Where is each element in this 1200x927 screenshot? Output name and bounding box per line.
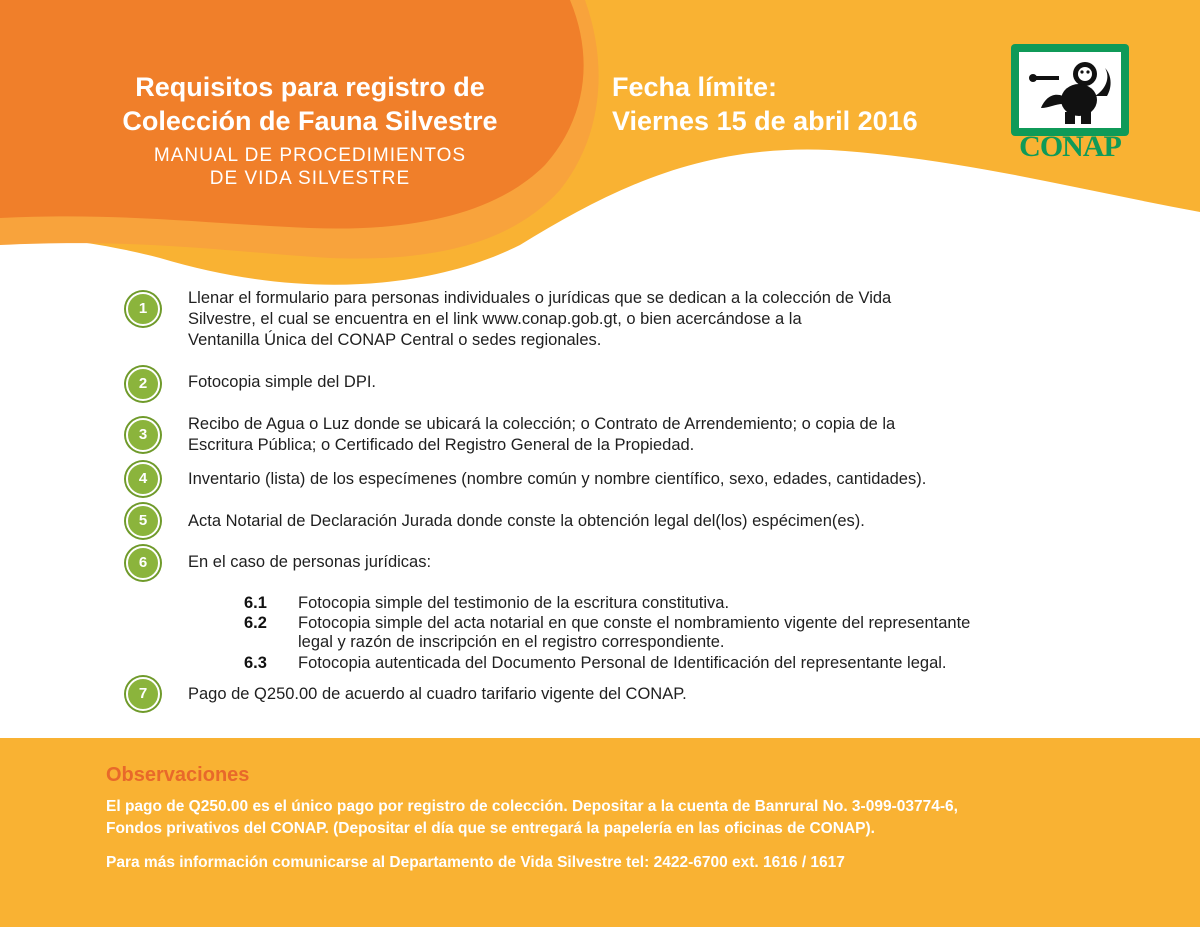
badge-1: 1: [126, 292, 160, 326]
requirement-4-line-1: Inventario (lista) de los especímenes (nombre común y nombre científico, sexo, edades, cantidades).: [188, 470, 927, 488]
logo-text: CONAP: [1019, 130, 1121, 163]
subrequirement-6-2-number: 6.2: [244, 614, 267, 632]
badge-7: 7: [126, 677, 160, 711]
subtitle-line-2: DE VIDA SILVESTRE: [209, 168, 411, 189]
requirement-6-line-1: En el caso de personas jurídicas:: [188, 553, 432, 571]
deadline-label: Fecha límite:: [612, 72, 778, 102]
subrequirement-6-2-line-1: Fotocopia simple del acta notarial en que conste el nombramiento vigente del representante: [298, 614, 971, 632]
subtitle-line-1: MANUAL DE PROCEDIMIENTOS: [153, 145, 467, 166]
badge-3: 3: [126, 418, 160, 452]
requirement-5-line-1: Acta Notarial de Declaración Jurada donde conste la obtención legal del(los) espécimen(es).: [188, 512, 865, 530]
subrequirement-6-2-line-2: legal y razón de inscripción en el registro correspondiente.: [298, 633, 725, 651]
requirement-7: [188, 684, 687, 705]
badge-6: 6: [126, 546, 160, 580]
requirement-7-line-1: Pago de Q250.00 de acuerdo al cuadro tarifario vigente del CONAP.: [188, 685, 687, 703]
title-line-2: Colección de Fauna Silvestre: [122, 106, 498, 136]
requirement-3: [188, 414, 895, 456]
requirement-4: [188, 469, 926, 490]
deadline-block: [612, 70, 918, 138]
subrequirement-6-3-text: Fotocopia autenticada del Documento Personal de Identificación del representante legal.: [298, 654, 947, 672]
logo-inner: [1019, 52, 1121, 128]
deadline-date: Viernes 15 de abril 2016: [612, 106, 918, 136]
requirement-2-line-1: Fotocopia simple del DPI.: [188, 373, 377, 391]
requirement-1-line-1: Llenar el formulario para personas individuales o jurídicas que se dedican a la colección de Vida: [188, 289, 892, 307]
requirement-1-line-3: Ventanilla Única del CONAP Central o sedes regionales.: [188, 331, 602, 349]
requirement-3-line-2: Escritura Pública; o Certificado del Registro General de la Propiedad.: [188, 436, 695, 454]
title-block: [80, 70, 540, 190]
badge-2: 2: [126, 367, 160, 401]
observations-line-1: El pago de Q250.00 es el único pago por registro de colección. Depositar a la cuenta de Banrural No. 3-099-03774-6,: [106, 798, 958, 815]
observations-title: Observaciones: [106, 764, 250, 786]
observations-line-2: Fondos privativos del CONAP. (Depositar el día que se entregará la papelería en las oficinas de CONAP).: [106, 820, 875, 837]
logo-frame: [1011, 44, 1129, 136]
conap-logo: [1011, 44, 1129, 163]
requirement-1: [188, 288, 891, 351]
badge-4: 4: [126, 462, 160, 496]
badge-5: 5: [126, 504, 160, 538]
observations-text: [106, 796, 1166, 840]
requirement-2: [188, 372, 376, 393]
subrequirement-6-1-text: Fotocopia simple del testimonio de la escritura constitutiva.: [298, 594, 730, 612]
requirement-6: [188, 552, 431, 573]
requirement-1-line-2: Silvestre, el cual se encuentra en el link www.conap.gob.gt, o bien acercándose a la: [188, 310, 802, 328]
subrequirement-6-3-number: 6.3: [244, 654, 267, 672]
requirement-5: [188, 511, 865, 532]
requirement-3-line-1: Recibo de Agua o Luz donde se ubicará la colección; o Contrato de Arrendemiento; o copia de la: [188, 415, 896, 433]
observations-contact: Para más información comunicarse al Departamento de Vida Silvestre tel: 2422-6700 ext. 1616 / 1617: [106, 854, 845, 871]
title-line-1: Requisitos para registro de: [135, 72, 485, 102]
subrequirement-6-1-number: 6.1: [244, 594, 267, 612]
monkey-icon: [1019, 52, 1121, 128]
observations-footer: [0, 738, 1200, 927]
